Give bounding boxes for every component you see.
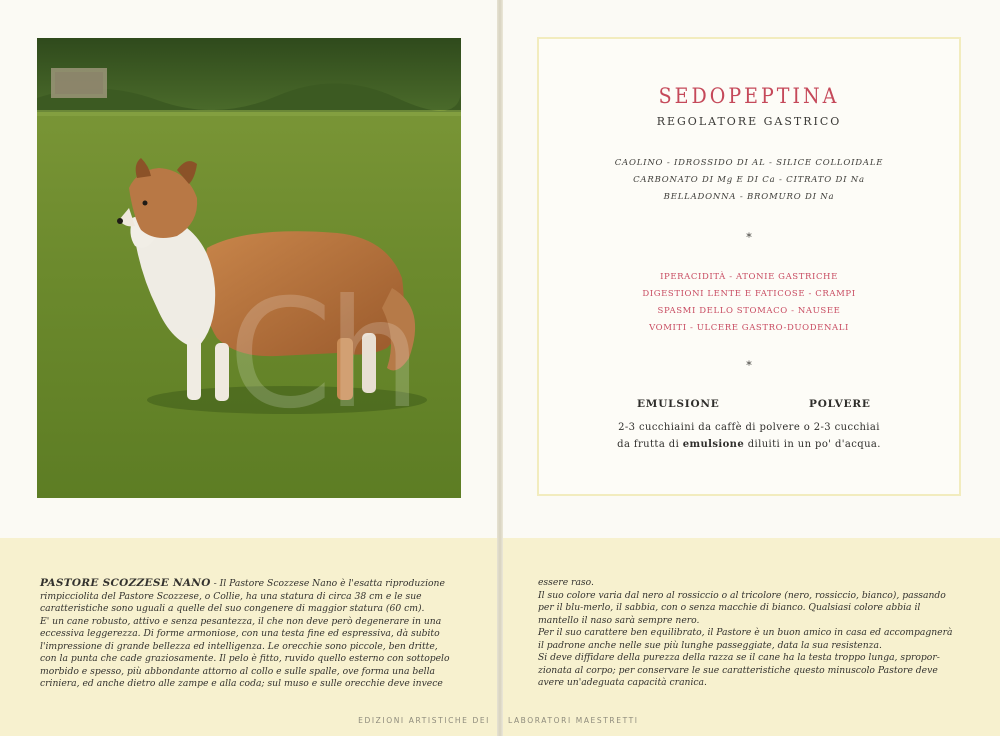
dosage-text: da frutta di bbox=[617, 439, 683, 450]
text-line: avere un'adeguata capacità cranica. bbox=[538, 677, 707, 688]
text-line: criniera, ed anche dietro alle zampe e alla coda; sul muso e sulle orecchie deve invece bbox=[40, 678, 443, 689]
dosage-instructions bbox=[539, 419, 959, 453]
ingredient-line: CAOLINO - IDROSSIDO DI AL - SILICE COLLOIDALE bbox=[614, 158, 884, 168]
dosage-emphasis: emulsione bbox=[682, 439, 745, 450]
text-line: per il blu-merlo, il sabbia, con o senza macchie di bianco. Qualsiasi colore abbia il bbox=[538, 602, 921, 613]
article-heading: PASTORE SCOZZESE NANO bbox=[40, 577, 211, 589]
text-line: con la punta che cade graziosamente. Il pelo è fitto, ruvido quello esterno con sottopelo bbox=[40, 653, 450, 664]
dog-photo bbox=[37, 38, 461, 498]
ingredient-line: BELLADONNA - BROMURO DI Na bbox=[663, 192, 835, 202]
text-line: eccessiva leggerezza. Di forme armoniose, con una testa fine ed espressiva, dà subito bbox=[40, 628, 440, 639]
text-line: rimpicciolita del Pastore Scozzese, o Collie, ha una statura di circa 38 cm e le sue bbox=[40, 590, 422, 602]
text-line: il padrone anche nelle sue più lunghe passeggiate, data la sua resistenza. bbox=[538, 639, 882, 651]
form-emulsion-label: EMULSIONE bbox=[637, 398, 720, 410]
separator-star: * bbox=[746, 359, 752, 372]
dosage-line bbox=[539, 436, 959, 453]
text-line: mantello il naso sarà sempre nero. bbox=[538, 614, 700, 626]
separator-star: * bbox=[746, 231, 752, 244]
text-span: - Il Pastore Scozzese Nano è l'esatta riproduzione bbox=[210, 578, 445, 589]
text-line: l'impressione di grande bellezza ed intelligenza. Le orecchie sono piccole, ben dritte, bbox=[40, 640, 438, 652]
text-line: Il suo colore varia dal nero al rossiccio o al tricolore (nero, rossiccio, bianco), passando bbox=[538, 589, 946, 601]
breed-description-right bbox=[538, 577, 962, 690]
indication-line: SPASMI DELLO STOMACO - NAUSEE bbox=[657, 306, 841, 316]
text-line: essere raso. bbox=[538, 577, 594, 588]
text-line: E' un cane robusto, attivo e senza pesantezza, il che non deve però degenerare in una bbox=[40, 615, 442, 627]
indications-list bbox=[539, 269, 959, 337]
text-line bbox=[40, 577, 460, 591]
indication-line: IPERACIDITÀ - ATONIE GASTRICHE bbox=[660, 272, 838, 282]
text-line: Per il suo carattere ben equilibrato, il Pastore è un buon amico in casa ed accompagnerà bbox=[538, 627, 953, 638]
product-panel bbox=[537, 37, 961, 496]
ingredient-line: CARBONATO DI Mg E DI Ca - CITRATO DI Na bbox=[633, 175, 865, 185]
breed-description-left bbox=[40, 577, 460, 691]
indication-line: DIGESTIONI LENTE E FATICOSE - CRAMPI bbox=[642, 289, 856, 299]
ingredients-list bbox=[539, 155, 959, 206]
product-name: SEDOPEPTINA bbox=[658, 83, 840, 109]
text-line: caratteristiche sono uguali a quelle del suo congenere di maggior statura (60 cm). bbox=[40, 603, 425, 614]
text-line: zionata al corpo; per conservare le sue caratteristiche questo minuscolo Pastore deve bbox=[538, 664, 938, 676]
booklet-fold bbox=[497, 0, 503, 736]
indication-line: VOMITI - ULCERE GASTRO-DUODENALI bbox=[649, 323, 849, 333]
product-subtitle: REGOLATORE GASTRICO bbox=[656, 115, 842, 128]
publisher-footer-left: EDIZIONI ARTISTICHE DEI bbox=[358, 716, 490, 725]
dosage-line: 2-3 cucchiaini da caffè di polvere o 2-3 cucchiai bbox=[618, 422, 880, 433]
text-line: Si deve diffidare della purezza della razza se il cane ha la testa troppo lunga, spropor- bbox=[538, 652, 940, 663]
text-line: morbido e spesso, più abbondante attorno al collo e sulle spalle, ove forma una bella bbox=[40, 665, 436, 677]
publisher-footer-right: LABORATORI MAESTRETTI bbox=[508, 716, 639, 725]
dosage-text: diluiti in un po' d'acqua. bbox=[744, 439, 881, 450]
form-powder-label: POLVERE bbox=[809, 398, 871, 410]
